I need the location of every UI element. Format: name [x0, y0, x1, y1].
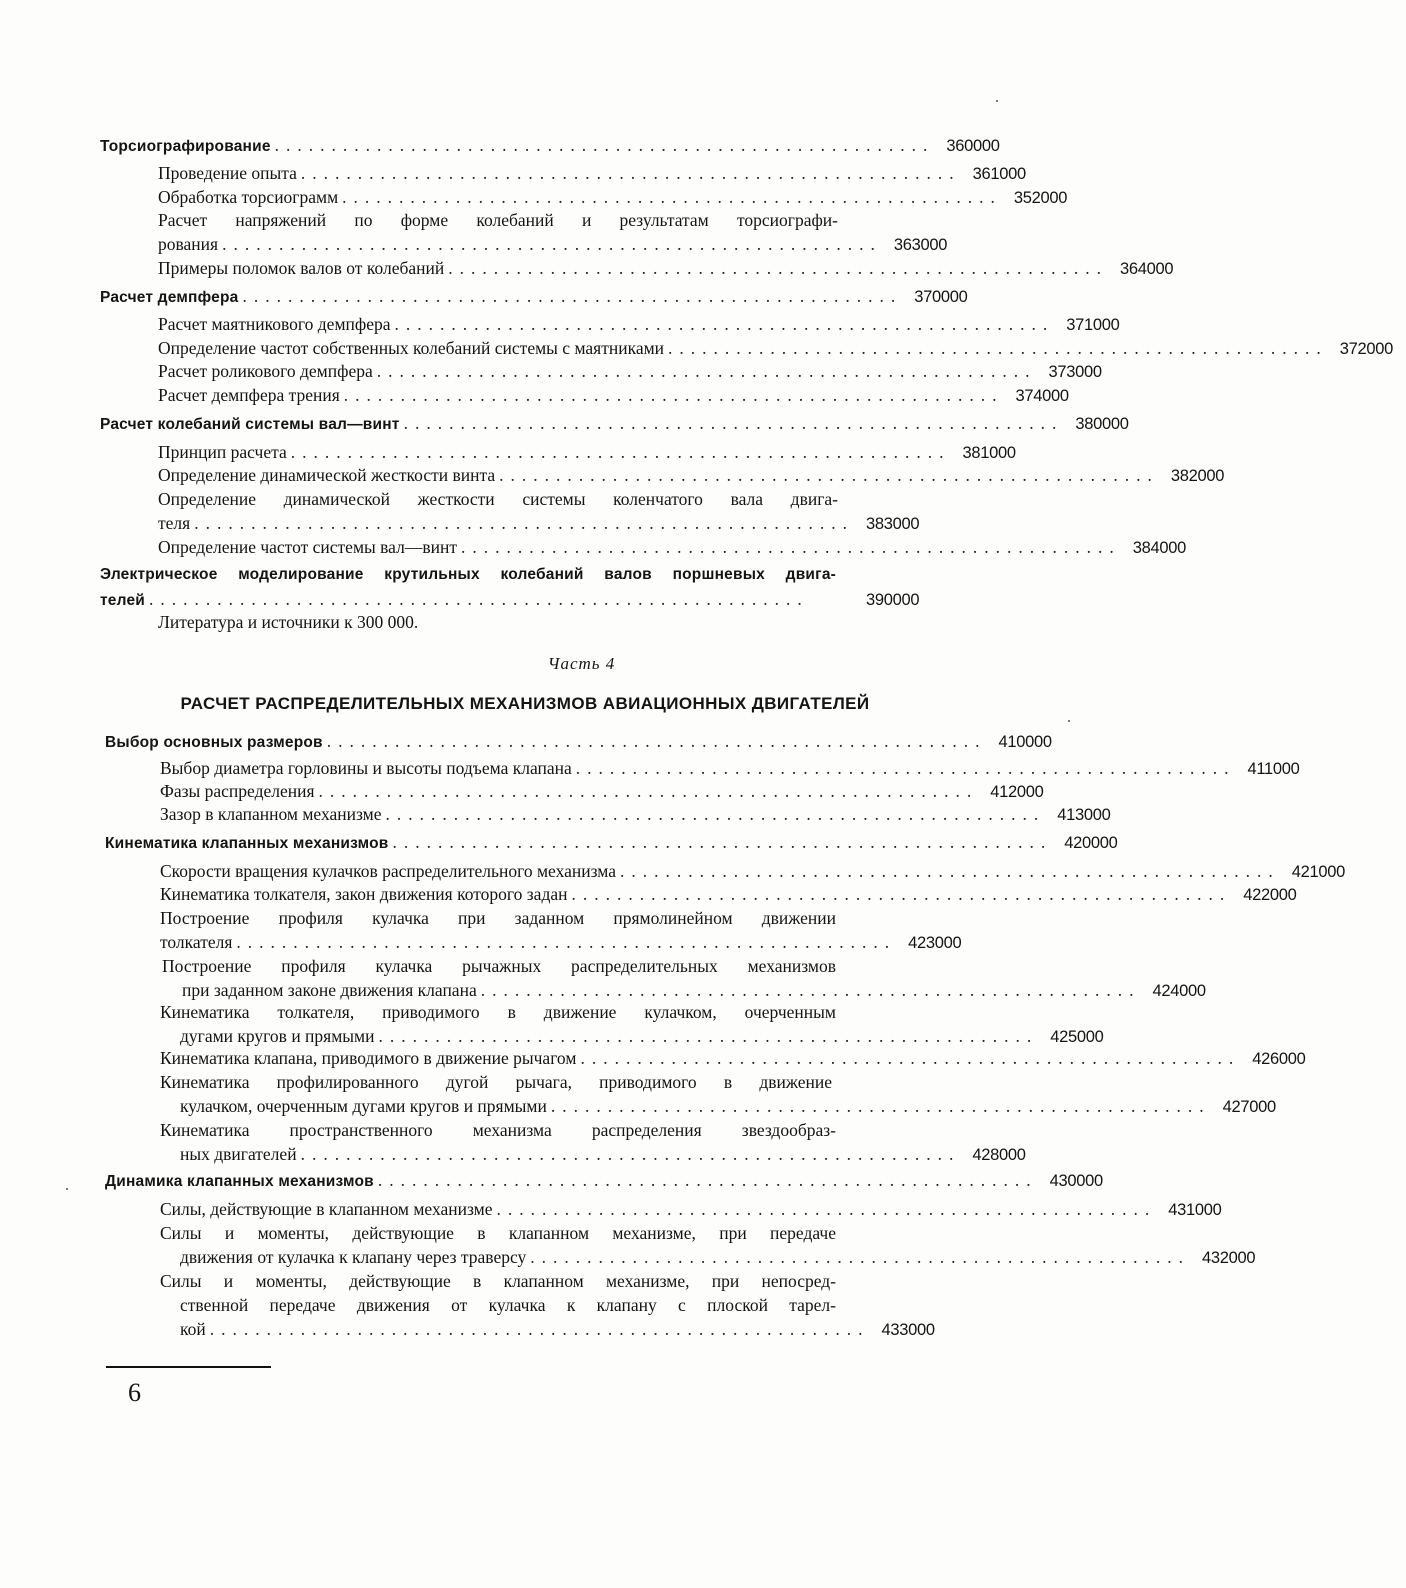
footer-rule [106, 1366, 271, 1368]
toc-entry: Торсиографирование .......................................................... 360000 [100, 133, 932, 157]
toc-entry: Определение динамической жесткости винта .......................................................... 382000 [158, 463, 932, 487]
toc-entry: Расчет напряжений по форме колебаний и результатам торсиографи- рования .......................................................... 363000 [158, 208, 932, 256]
toc-entry-title-line1: Построение профиля кулачка рычажных распределительных механизмов [162, 956, 836, 976]
toc-entry-title: Расчет роликового демпфера [158, 361, 373, 381]
toc-entry: Построение профиля кулачка при заданном прямолинейном движении толкателя .......................................................... 423000 [160, 906, 935, 954]
toc-entry: Кинематика клапана, приводимого в движение рычагом .......................................................... 426000 [160, 1046, 935, 1070]
toc-entry-number: 371000 [1066, 316, 1120, 334]
toc-entry: Расчет роликового демпфера .......................................................... 373000 [158, 359, 932, 383]
toc-entry-title-line1: Кинематика профилированного дугой рычага, приводимого в движение [160, 1072, 832, 1092]
toc-entry-number: 364000 [1119, 260, 1174, 278]
toc-entry-number: 411000 [1247, 760, 1300, 778]
toc-entry-title: кой [180, 1319, 206, 1339]
toc-entry-number: 424000 [1152, 982, 1206, 1000]
toc-entry: Выбор основных размеров .......................................................... 410000 [105, 729, 935, 753]
toc-entry: Динамика клапанных механизмов .......................................................... 430000 [105, 1168, 935, 1192]
toc-entry: Выбор диаметра горловины и высоты подъема клапана .......................................................... 411000 [160, 756, 935, 780]
toc-entry-number: 423000 [908, 934, 962, 952]
toc-entry-title: ных двигателей [180, 1144, 297, 1164]
toc-entry: Расчет колебаний системы вал—винт .......................................................... 380000 [100, 411, 932, 435]
toc-entry-title: Фазы распределения [160, 781, 315, 801]
toc-entry-number: 427000 [1222, 1098, 1276, 1116]
toc-entry: Кинематика профилированного дугой рычага, приводимого в движение кулачком, очерченным дугами кругов и прямыми .......................................................... 427000 [160, 1070, 935, 1118]
toc-entry-title: Проведение опыта [158, 163, 297, 183]
toc-entry-title: Расчет демпфера [100, 289, 239, 306]
toc-entry-number: 360000 [946, 137, 1000, 155]
toc-entry-number: 421000 [1291, 863, 1345, 881]
toc-entry-number: 370000 [914, 288, 968, 306]
toc-entry-number: 432000 [1202, 1249, 1256, 1267]
toc-entry: Расчет демпфера .......................................................... 370000 [100, 284, 932, 308]
toc-entry: Расчет маятникового демпфера .......................................................... 371000 [158, 312, 932, 336]
toc-entry: Фазы распределения .......................................................... 412000 [160, 779, 935, 803]
toc-entry-title: Кинематика клапанных механизмов [105, 835, 389, 852]
toc-entry-title: телей [100, 592, 146, 609]
toc-entry-number: 382000 [1170, 467, 1225, 485]
toc-entry-number: 352000 [1013, 189, 1068, 207]
part-label: Часть 4 [547, 654, 616, 673]
part-title: РАСЧЕТ РАСПРЕДЕЛИТЕЛЬНЫХ МЕХАНИЗМОВ АВИАЦИОННЫХ ДВИГАТЕЛЕЙ [180, 694, 870, 713]
toc-entry: Построение профиля кулачка рычажных распределительных механизмов при заданном законе движения клапана .......................................................... 424000 [162, 954, 935, 1002]
toc-entry-title: кулачком, очерченным дугами кругов и прямыми [180, 1096, 547, 1116]
toc-entry-title: Выбор основных размеров [105, 734, 323, 751]
scan-speck [996, 100, 998, 102]
toc-entry: Расчет демпфера трения .......................................................... 374000 [158, 383, 932, 407]
toc-entry-title: Расчет колебаний системы вал—винт [100, 416, 400, 433]
toc-entry: Кинематика толкателя, приводимого в движение кулачком, очерченным дугами кругов и прямыми .......................................................... 425000 [160, 1000, 935, 1048]
toc-entry-title: Принцип расчета [158, 442, 287, 462]
toc-entry-title-line1: Построение профиля кулачка при заданном прямолинейном движении [160, 908, 836, 928]
toc-entry: Примеры поломок валов от колебаний .......................................................... 364000 [158, 256, 932, 280]
toc-entry-title: Определение частот собственных колебаний системы с маятниками [158, 338, 665, 358]
toc-entry: Обработка торсиограмм .......................................................... 352000 [158, 185, 932, 209]
toc-entry-number: 428000 [972, 1146, 1026, 1164]
toc-entry-title-line1: Силы и моменты, действующие в клапанном механизме, при непосред- [160, 1271, 836, 1291]
toc-entry-title-line1: Кинематика пространственного механизма распределения звездообраз- [160, 1120, 836, 1140]
page-number: 6 [128, 1378, 141, 1407]
toc-entry-title-line1: Расчет напряжений по форме колебаний и результатам торсиографи- [158, 210, 838, 230]
toc-entry-title: Торсиографирование [100, 138, 271, 155]
toc-entry: Кинематика пространственного механизма распределения звездообраз- ных двигателей .......................................................... 428000 [160, 1118, 935, 1166]
toc-entry-title-line2: ственной передаче движения от кулачка к клапану с плоской тарел- [180, 1295, 836, 1315]
toc-entry-title: Обработка торсиограмм [158, 187, 339, 207]
toc-entry-number: 426000 [1252, 1050, 1306, 1068]
toc-entry-title: дугами кругов и прямыми [180, 1026, 375, 1046]
toc-entry-title: Определение частот системы вал—винт [158, 537, 457, 557]
toc-entry-title: теля [158, 513, 191, 533]
toc-entry-title: движения от кулачка к клапану через траверсу [180, 1247, 527, 1267]
toc-entry: Кинематика клапанных механизмов .......................................................... 420000 [105, 830, 935, 854]
toc-entry-title: Расчет маятникового демпфера [158, 314, 391, 334]
toc-entry-number: 384000 [1132, 539, 1186, 557]
toc-entry-number: 433000 [881, 1321, 935, 1339]
toc-entry: Определение динамической жесткости системы коленчатого вала двига- теля .......................................................... 383000 [158, 487, 932, 535]
toc-entry: Скорости вращения кулачков распределительного механизма .......................................................... 421000 [160, 859, 935, 883]
toc-entry-title: Скорости вращения кулачков распределительного механизма [160, 861, 616, 881]
scan-speck [1068, 720, 1070, 722]
toc-entry: Кинематика толкателя, закон движения которого задан .......................................................... 422000 [160, 882, 935, 906]
toc-entry-number: 413000 [1057, 806, 1111, 824]
toc-entry-number: 412000 [990, 783, 1044, 801]
toc-entry-title: рования [158, 234, 219, 254]
toc-entry-title: Определение динамической жесткости винта [158, 465, 496, 485]
toc-entry-number: 381000 [962, 444, 1016, 462]
toc-entry-number: 390000 [866, 591, 920, 609]
toc-entry: Силы и моменты, действующие в клапанном механизме, при передаче движения от кулачка к клапану через траверсу .......................................................... 432000 [160, 1221, 935, 1269]
toc-entry-number: 374000 [1015, 387, 1069, 405]
toc-entry-title: Динамика клапанных механизмов [105, 1173, 374, 1190]
toc-entry-title: при заданном законе движения клапана [182, 980, 477, 1000]
toc-entry-number: 372000 [1339, 340, 1394, 358]
toc-entry-number: 380000 [1075, 415, 1129, 433]
toc-entry-number: 410000 [998, 733, 1052, 751]
toc-entry-number: 420000 [1064, 834, 1118, 852]
toc-entry-number: 383000 [866, 515, 920, 533]
toc-entry-title: Кинематика клапана, приводимого в движение рычагом [160, 1048, 577, 1068]
toc-entry: Определение частот собственных колебаний системы с маятниками .......................................................... 372000 [158, 336, 932, 360]
toc-entry: Силы, действующие в клапанном механизме .......................................................... 431000 [160, 1197, 935, 1221]
toc-entry-number: 431000 [1168, 1201, 1222, 1219]
scan-speck [66, 1188, 68, 1190]
toc-entry-number: 430000 [1049, 1172, 1103, 1190]
toc-entry-title-line1: Силы и моменты, действующие в клапанном механизме, при передаче [160, 1223, 836, 1243]
toc-entry-number: 425000 [1050, 1028, 1104, 1046]
toc-entry-number: 373000 [1048, 363, 1102, 381]
toc-entry: Проведение опыта .......................................................... 361000 [158, 161, 932, 185]
toc-entry-number: 361000 [972, 165, 1026, 183]
toc-entry-title: Расчет демпфера трения [158, 385, 340, 405]
toc-entry-title: Примеры поломок валов от колебаний [158, 258, 445, 278]
toc-entry-number: 363000 [893, 236, 948, 254]
toc-entry-title: Выбор диаметра горловины и высоты подъема клапана [160, 758, 572, 778]
toc-entry-title: толкателя [160, 932, 233, 952]
toc-entry-title-line1: Определение динамической жесткости системы коленчатого вала двига- [158, 489, 838, 509]
toc-entry: Принцип расчета .......................................................... 381000 [158, 440, 932, 464]
toc-entry-title: Зазор в клапанном механизме [160, 804, 382, 824]
toc-entry: Зазор в клапанном механизме .......................................................... 413000 [160, 802, 935, 826]
toc-entry-title-line1: Электрическое моделирование крутильных колебаний валов поршневых двига- [100, 566, 836, 583]
literature-line: Литература и источники к 300 000. [158, 612, 419, 632]
toc-entry: Электрическое моделирование крутильных колебаний валов поршневых двига- телей .......................................................... 390000 [100, 563, 932, 611]
toc-entry: Определение частот системы вал—винт .......................................................... 384000 [158, 535, 932, 559]
toc-entry-title: Кинематика толкателя, закон движения которого задан [160, 884, 568, 904]
toc-entry-title-line1: Кинематика толкателя, приводимого в движение кулачком, очерченным [160, 1002, 836, 1022]
toc-entry-title: Силы, действующие в клапанном механизме [160, 1199, 493, 1219]
toc-entry: Силы и моменты, действующие в клапанном механизме, при непосред- ственной передаче движения от кулачка к клапану с плоской тарел- кой .......................................................... 433000 [160, 1269, 935, 1341]
toc-entry-number: 422000 [1243, 886, 1297, 904]
